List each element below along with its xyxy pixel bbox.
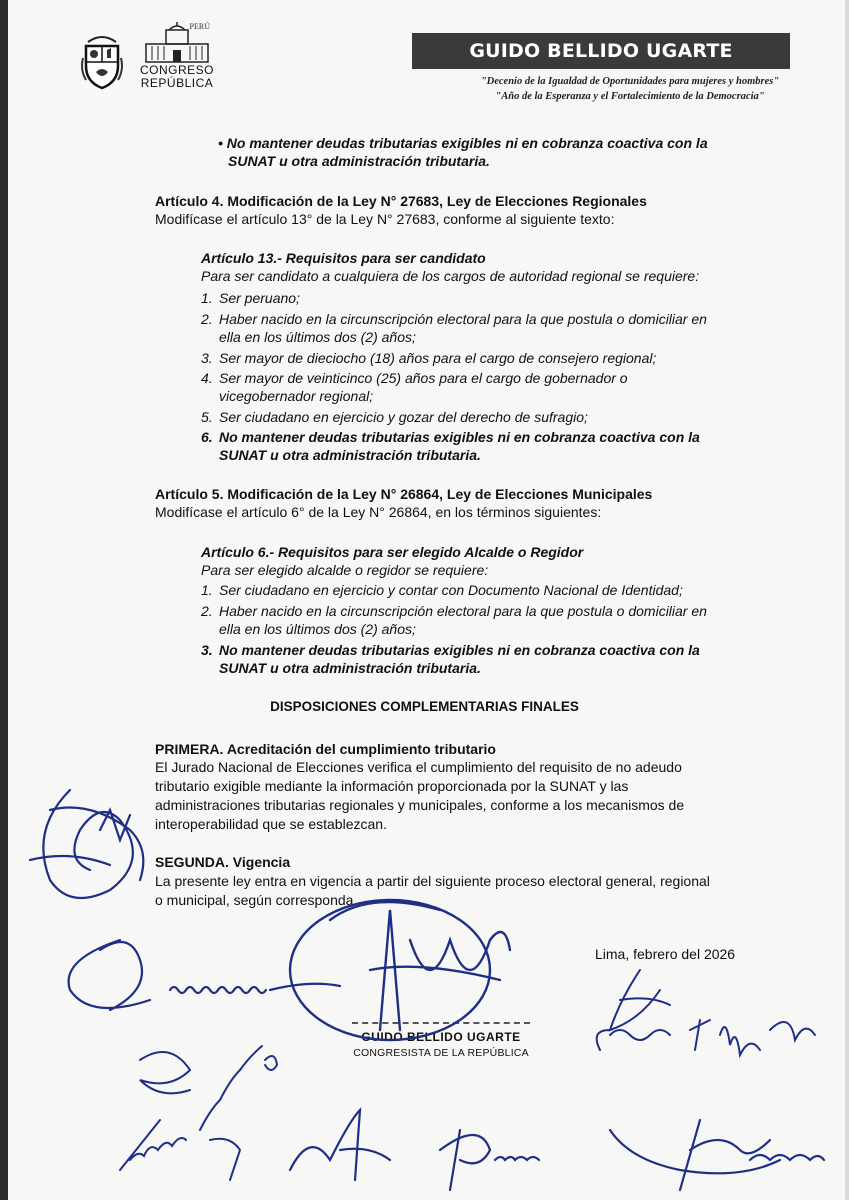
article13-title: Artículo 13.- Requisitos para ser candidato xyxy=(201,250,486,266)
list-item-number: 2. xyxy=(201,603,213,619)
primera-line: administraciones tributarias regionales y municipales, conforme a los mecanismos de xyxy=(155,797,685,813)
list-item-number: 2. xyxy=(201,311,213,327)
segunda-line: La presente ley entra en vigencia a partir del siguiente proceso electoral general, regional xyxy=(155,873,710,889)
list-item-text: Ser ciudadano en ejercicio y gozar del derecho de sufragio; xyxy=(219,409,588,425)
list-item-text: Haber nacido en la circunscripción electoral para la que postula o domiciliar en xyxy=(219,603,707,619)
list-item-number: 6. xyxy=(201,429,213,445)
list-item-number: 4. xyxy=(201,370,213,386)
article6-intro: Para ser elegido alcalde o regidor se requiere: xyxy=(201,562,489,578)
primera-line: interoperabilidad que se establezcan. xyxy=(155,816,387,832)
intro-bullet-line2: SUNAT u otra administración tributaria. xyxy=(228,153,490,169)
signature-bottom-right xyxy=(600,1090,840,1200)
signature-bottom-center xyxy=(280,1090,570,1200)
segunda-line: o municipal, según corresponda. xyxy=(155,892,358,908)
national-shield-icon xyxy=(80,28,124,90)
congress-peru-label: PERÚ xyxy=(189,22,210,31)
scan-right-edge xyxy=(845,0,849,1200)
article6-title: Artículo 6.- Requisitos para ser elegido Alcalde o Regidor xyxy=(201,544,584,560)
list-item-text: Ser ciudadano en ejercicio y contar con Documento Nacional de Identidad; xyxy=(219,582,683,598)
list-item-text: No mantener deudas tributarias exigibles ni en cobranza coactiva con la xyxy=(219,642,700,658)
signature-center xyxy=(270,880,550,1050)
year-motto: "Año de la Esperanza y el Fortalecimiento de la Democracia" xyxy=(495,91,765,102)
primera-line: tributario exigible mediante la información proporcionada por la SUNAT y las xyxy=(155,778,629,794)
congressman-name-banner: GUIDO BELLIDO UGARTE xyxy=(412,33,790,69)
republica-label: REPÚBLICA xyxy=(140,76,214,90)
congress-logo xyxy=(138,22,216,98)
segunda-title: SEGUNDA. Vigencia xyxy=(155,854,291,870)
article5-intro: Modifícase el artículo 6° de la Ley N° 26864, en los términos siguientes: xyxy=(155,504,602,520)
article13-intro: Para ser candidato a cualquiera de los cargos de autoridad regional se requiere: xyxy=(201,268,700,284)
list-item-number: 1. xyxy=(201,582,213,598)
list-item-number: 3. xyxy=(201,642,213,658)
list-item-text: Haber nacido en la circunscripción electoral para la que postula o domiciliar en xyxy=(219,311,707,327)
list-item-continuation: ella en los últimos dos (2) años; xyxy=(219,621,416,637)
list-item-continuation: SUNAT u otra administración tributaria. xyxy=(219,660,481,676)
stamp-name: GUIDO BELLIDO UGARTE xyxy=(361,1030,521,1044)
intro-bullet-line1: • No mantener deudas tributarias exigibles ni en cobranza coactiva con la xyxy=(218,135,708,151)
list-item-text: Ser mayor de dieciocho (18) años para el cargo de consejero regional; xyxy=(219,350,657,366)
list-item-continuation: vicegobernador regional; xyxy=(219,388,374,404)
primera-line: El Jurado Nacional de Elecciones verifica el cumplimiento del requisito de no adeudo xyxy=(155,759,682,775)
list-item-continuation: SUNAT u otra administración tributaria. xyxy=(219,447,481,463)
stamp-title: CONGRESISTA DE LA REPÚBLICA xyxy=(353,1047,529,1059)
article4-title: Artículo 4. Modificación de la Ley N° 27683, Ley de Elecciones Regionales xyxy=(155,193,647,209)
article4-intro: Modifícase el artículo 13° de la Ley N° 27683, conforme al siguiente texto: xyxy=(155,211,615,227)
signature-francis-porceles xyxy=(100,1030,290,1200)
scan-left-edge xyxy=(0,0,8,1200)
article5-title: Artículo 5. Modificación de la Ley N° 26864, Ley de Elecciones Municipales xyxy=(155,486,653,502)
place-date: Lima, febrero del 2026 xyxy=(595,946,736,962)
final-provisions-heading: DISPOSICIONES COMPLEMENTARIAS FINALES xyxy=(270,699,579,714)
list-item-text: Ser peruano; xyxy=(219,290,300,306)
list-item-number: 5. xyxy=(201,409,213,425)
signature-left-top xyxy=(10,770,170,920)
primera-title: PRIMERA. Acreditación del cumplimiento tributario xyxy=(155,741,496,757)
list-item-number: 3. xyxy=(201,350,213,366)
congress-label: CONGRESO xyxy=(139,63,214,77)
list-item-number: 1. xyxy=(201,290,213,306)
list-item-text: No mantener deudas tributarias exigibles ni en cobranza coactiva con la xyxy=(219,429,700,445)
list-item-continuation: ella en los últimos dos (2) años; xyxy=(219,329,416,345)
list-item-text: Ser mayor de veinticinco (25) años para el cargo de gobernador o xyxy=(219,370,628,386)
signature-right xyxy=(580,960,820,1060)
decade-motto: "Decenio de la Igualdad de Oportunidades para mujeres y hombres" xyxy=(480,76,780,87)
